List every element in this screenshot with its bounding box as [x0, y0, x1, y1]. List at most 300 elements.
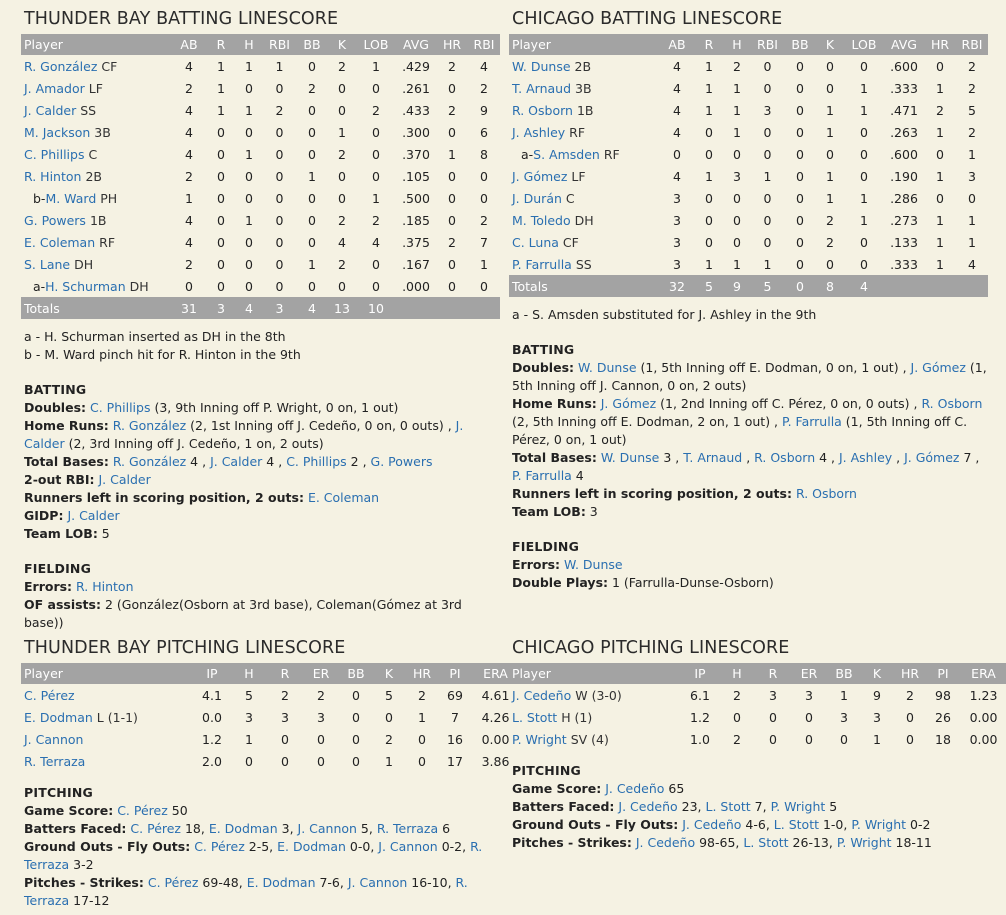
panel-title: CHICAGO PITCHING LINESCORE: [512, 638, 790, 658]
player-link[interactable]: R. Terraza: [24, 875, 468, 908]
stat-cell: 0: [906, 731, 914, 747]
column-header: Player: [509, 663, 681, 684]
player-position: CF: [562, 234, 579, 250]
stat-cell: 0: [733, 212, 741, 228]
stat-text: ,: [892, 450, 905, 465]
stat-text: 5: [825, 799, 838, 814]
pitching-table: [509, 663, 1006, 750]
player-cell: [509, 253, 659, 275]
player-link[interactable]: E. Dodman: [277, 839, 346, 854]
player-position: CF: [101, 58, 118, 74]
stat-cell: 0: [217, 146, 225, 162]
stat-text: (2, 5th Inning off E. Dodman, 2 on, 1 out) ,: [512, 414, 782, 429]
stat-cell: 1: [860, 102, 868, 118]
stat-cell: 1: [418, 709, 426, 725]
player-link[interactable]: J. Gómez: [512, 168, 568, 184]
stat-cell: 3: [840, 709, 848, 725]
player-link[interactable]: R. Osborn: [921, 396, 983, 411]
player-link[interactable]: R. Terraza: [376, 821, 439, 836]
stat-cell: 0: [308, 278, 316, 294]
section-heading: PITCHING: [24, 785, 93, 800]
stat-cell: 98: [935, 687, 951, 703]
stat-cell: 1.2: [690, 709, 710, 725]
player-row: [509, 209, 988, 231]
substitution-marker: a-: [521, 146, 534, 162]
stat-cell: 6.1: [690, 687, 710, 703]
player-link[interactable]: P. Farrulla: [512, 468, 572, 483]
player-link[interactable]: E. Dodman: [208, 821, 278, 836]
player-link[interactable]: R. Hinton: [76, 579, 134, 594]
stat-cell: 0: [673, 146, 681, 162]
stat-cell: 2: [968, 58, 976, 74]
stat-cell: 1: [448, 146, 456, 162]
player-link[interactable]: S. Lane: [24, 256, 71, 272]
stat-line: [512, 834, 988, 852]
player-link[interactable]: C. Pérez: [130, 821, 181, 836]
column-header: BB: [296, 34, 328, 55]
stat-cell: 0: [936, 58, 944, 74]
stat-cell: 2: [338, 146, 346, 162]
player-link[interactable]: L. Stott: [705, 799, 751, 814]
stat-cell: 0: [217, 234, 225, 250]
player-link[interactable]: J. Gómez: [600, 396, 657, 411]
substitution-notes: [509, 306, 988, 324]
stat-cell: 0: [245, 80, 253, 96]
stat-cell: .300: [402, 124, 430, 140]
player-link[interactable]: J. Calder: [24, 102, 77, 118]
stat-cell: 2: [733, 58, 741, 74]
stat-cell: 3: [245, 709, 253, 725]
player-row: [509, 143, 988, 165]
stat-cell: 2: [968, 80, 976, 96]
stat-cell: .286: [890, 190, 918, 206]
stat-line: [24, 453, 500, 471]
player-link[interactable]: J. Cannon: [347, 875, 408, 890]
stat-cell: 0: [338, 190, 346, 206]
panel-title: THUNDER BAY PITCHING LINESCORE: [24, 638, 346, 658]
stat-cell: 1.0: [690, 731, 710, 747]
thunder-bay-pitching-panel: [21, 637, 510, 910]
stat-text: 3,: [277, 821, 298, 836]
stat-cell: 2: [338, 256, 346, 272]
player-link[interactable]: G. Powers: [24, 212, 86, 228]
player-link[interactable]: W. Dunse: [512, 58, 571, 74]
stat-line: [24, 578, 500, 596]
stat-cell: 1: [826, 102, 834, 118]
stat-label: Batters Faced:: [512, 799, 615, 814]
player-link[interactable]: E. Dodman: [246, 875, 316, 890]
stat-cell: 4: [673, 124, 681, 140]
stat-cell: 1: [705, 168, 713, 184]
player-link[interactable]: J. Cedeño: [605, 781, 665, 796]
pitcher-link[interactable]: L. Stott: [512, 709, 558, 725]
player-link[interactable]: J. Calder: [67, 508, 120, 523]
stat-label: Ground Outs - Fly Outs:: [512, 817, 679, 832]
pitcher-cell: [21, 684, 193, 706]
pitcher-link[interactable]: J. Cannon: [24, 731, 84, 747]
stat-line: [24, 507, 500, 525]
stat-cell: .000: [402, 278, 430, 294]
player-link[interactable]: J. Cannon: [297, 821, 357, 836]
stat-cell: 0: [796, 124, 804, 140]
player-link[interactable]: J. Calder: [24, 418, 464, 451]
player-row: [509, 121, 988, 143]
player-row: [21, 275, 500, 297]
player-cell: [509, 121, 659, 143]
player-link[interactable]: L. Stott: [743, 835, 789, 850]
thunder-bay-batting-panel: [21, 8, 500, 632]
stat-line: [512, 449, 988, 485]
player-link[interactable]: C. Pérez: [147, 875, 199, 890]
pitcher-link[interactable]: C. Pérez: [24, 687, 75, 703]
stat-text: 1 (Farrulla-Dunse-Osborn): [608, 575, 774, 590]
player-link[interactable]: C. Pérez: [117, 803, 168, 818]
stat-cell: 0: [796, 234, 804, 250]
player-link[interactable]: J. Cannon: [378, 839, 438, 854]
player-link[interactable]: R. Osborn: [754, 450, 816, 465]
stat-cell: 9: [480, 102, 488, 118]
stat-cell: 0: [448, 190, 456, 206]
stat-cell: 0: [968, 190, 976, 206]
player-position: 1B: [576, 102, 594, 118]
stat-text: 4 ,: [262, 454, 287, 469]
column-header: Player: [21, 663, 193, 684]
column-header: ERA: [471, 663, 520, 684]
stat-cell: 0: [338, 102, 346, 118]
player-link[interactable]: J. Calder: [210, 454, 263, 469]
player-link[interactable]: G. Powers: [370, 454, 433, 469]
stat-label: Doubles:: [24, 400, 87, 415]
stat-cell: 0: [796, 80, 804, 96]
stat-label: Game Score:: [512, 781, 602, 796]
column-header: H: [719, 663, 755, 684]
column-header: ERA: [959, 663, 1006, 684]
player-link[interactable]: R. Osborn: [512, 102, 573, 118]
stat-text: 4 ,: [186, 454, 211, 469]
player-link[interactable]: C. Phillips: [90, 400, 151, 415]
totals-row: [509, 275, 988, 297]
stat-cell: .190: [890, 168, 918, 184]
stat-label: Pitches - Strikes:: [512, 835, 632, 850]
player-cell: [21, 121, 171, 143]
column-header: PI: [439, 663, 471, 684]
stat-cell: 4: [968, 256, 976, 272]
player-position: LF: [571, 168, 586, 184]
stat-text: 7,: [750, 799, 771, 814]
player-cell: [21, 55, 171, 77]
player-link[interactable]: R. González: [112, 454, 187, 469]
stat-text: 0-2: [906, 817, 931, 832]
substitution-marker: a-: [33, 278, 46, 294]
column-header: R: [755, 663, 791, 684]
totals-row: [21, 297, 500, 319]
stat-cell: 1: [245, 58, 253, 74]
player-position: DH: [129, 278, 149, 294]
stat-cell: 0: [217, 124, 225, 140]
stat-label: Doubles:: [512, 360, 575, 375]
player-link[interactable]: E. Coleman: [24, 234, 96, 250]
stat-cell: 0: [372, 278, 380, 294]
stat-cell: 5: [245, 687, 253, 703]
stat-text: 3 ,: [659, 450, 684, 465]
totals-cell: [884, 275, 924, 297]
player-link[interactable]: P. Wright: [770, 799, 826, 814]
stat-text: 4 ,: [815, 450, 839, 465]
stat-line: [24, 525, 500, 543]
stat-cell: 1: [936, 168, 944, 184]
stat-cell: 0: [418, 731, 426, 747]
stat-cell: 0: [217, 168, 225, 184]
stat-text: (1, 5th Inning off J. Cannon, 0 on, 2 outs): [512, 360, 987, 393]
stat-label: Home Runs:: [24, 418, 109, 433]
player-link[interactable]: J. Ashley: [838, 450, 893, 465]
player-link[interactable]: M. Ward: [45, 190, 97, 206]
totals-cell: 4: [296, 297, 328, 319]
stat-cell: 1: [245, 146, 253, 162]
column-header: BB: [827, 663, 861, 684]
stat-cell: 0: [448, 256, 456, 272]
pitcher-link[interactable]: E. Dodman: [24, 709, 93, 725]
stat-cell: 0: [275, 146, 284, 162]
stat-cell: 0: [245, 753, 253, 769]
stat-cell: 0: [763, 80, 772, 96]
note-line: a - H. Schurman inserted as DH in the 8th: [24, 329, 286, 344]
stat-cell: 0.00: [969, 709, 998, 725]
stat-cell: 0: [796, 190, 804, 206]
stat-cell: .261: [402, 80, 430, 96]
stat-cell: 4: [673, 102, 681, 118]
column-header: R: [267, 663, 303, 684]
stat-cell: 0: [805, 709, 813, 725]
player-link[interactable]: P. Wright: [851, 817, 907, 832]
player-link[interactable]: P. Farrulla: [782, 414, 842, 429]
pitcher-link[interactable]: J. Cedeño: [512, 687, 572, 703]
stat-cell: 0: [733, 190, 741, 206]
stat-cell: 1: [372, 58, 380, 74]
player-link[interactable]: J. Gómez: [904, 450, 960, 465]
stat-cell: 0: [448, 168, 456, 184]
stat-text: 2-5,: [244, 839, 278, 854]
stat-cell: 1.2: [202, 731, 222, 747]
player-row: [509, 231, 988, 253]
stat-cell: 1: [705, 102, 713, 118]
stat-cell: 1: [385, 753, 393, 769]
stat-cell: 0: [275, 168, 284, 184]
note-line: b - M. Ward pinch hit for R. Hinton in the 9th: [24, 347, 301, 362]
chicago-batting-panel: [509, 8, 988, 592]
stat-cell: 2: [185, 80, 193, 96]
player-link[interactable]: P. Farrulla: [512, 256, 572, 272]
player-link[interactable]: J. Gómez: [910, 360, 966, 375]
stat-cell: 1: [860, 212, 868, 228]
player-cell: [509, 55, 659, 77]
player-row: [509, 55, 988, 77]
totals-label: Totals: [509, 275, 659, 297]
pitcher-link[interactable]: P. Wright: [512, 731, 567, 747]
player-link[interactable]: R. Osborn: [795, 486, 857, 501]
stat-line: [24, 596, 500, 632]
stat-label: 2-out RBI:: [24, 472, 95, 487]
stat-cell: 3: [317, 709, 325, 725]
totals-cell: 9: [723, 275, 751, 297]
stat-cell: 0: [860, 124, 868, 140]
stat-cell: 0: [372, 80, 380, 96]
player-row: [21, 77, 500, 99]
stat-label: Total Bases:: [512, 450, 597, 465]
player-link[interactable]: T. Arnaud: [512, 80, 572, 96]
fielding-section: [21, 560, 500, 632]
player-link[interactable]: C. Phillips: [286, 454, 347, 469]
player-link[interactable]: W. Dunse: [600, 450, 660, 465]
player-link[interactable]: C. Luna: [512, 234, 559, 250]
player-link[interactable]: L. Stott: [773, 817, 819, 832]
player-link[interactable]: P. Wright: [836, 835, 892, 850]
stat-cell: 0: [217, 212, 225, 228]
player-link[interactable]: J. Cedeño: [682, 817, 742, 832]
player-cell: [509, 231, 659, 253]
pitcher-cell: [21, 750, 193, 772]
stat-cell: 2: [308, 80, 316, 96]
stat-cell: 0: [448, 124, 456, 140]
player-row: [21, 231, 500, 253]
player-cell: [509, 165, 659, 187]
stat-cell: 69: [447, 687, 463, 703]
stat-text: 50: [167, 803, 188, 818]
player-link[interactable]: E. Coleman: [307, 490, 380, 505]
stat-cell: 0: [480, 168, 488, 184]
player-link[interactable]: C. Pérez: [194, 839, 245, 854]
stat-cell: 0: [906, 709, 914, 725]
player-link[interactable]: H. Schurman: [45, 278, 126, 294]
stat-cell: 0: [826, 146, 834, 162]
player-position: C: [565, 190, 575, 206]
totals-cell: 13: [328, 297, 356, 319]
player-link[interactable]: J. Cedeño: [635, 835, 696, 850]
stat-cell: 0: [763, 234, 772, 250]
stat-cell: 4.61: [481, 687, 510, 703]
player-link[interactable]: R. González: [112, 418, 187, 433]
stat-line: [24, 838, 500, 874]
stat-label: Home Runs:: [512, 396, 597, 411]
column-header: IP: [193, 663, 231, 684]
stat-cell: 3: [763, 102, 772, 118]
stat-cell: 1: [185, 190, 193, 206]
stat-cell: 1: [308, 168, 316, 184]
pitcher-row: [21, 750, 520, 772]
stat-cell: 1: [840, 687, 848, 703]
stat-cell: 3: [281, 709, 289, 725]
pitcher-decision: W (3-0): [575, 687, 622, 703]
player-link[interactable]: T. Arnaud: [683, 450, 743, 465]
player-cell: [21, 99, 171, 121]
stat-text: 7 ,: [959, 450, 980, 465]
stat-cell: 4: [185, 234, 193, 250]
player-link[interactable]: J. Amador: [24, 80, 85, 96]
stat-cell: 4: [185, 124, 193, 140]
stat-cell: 0: [705, 190, 713, 206]
stat-cell: 0: [733, 709, 741, 725]
stat-cell: 0: [275, 212, 284, 228]
column-header: K: [816, 34, 844, 55]
player-link[interactable]: M. Toledo: [512, 212, 571, 228]
stat-cell: 3: [769, 687, 777, 703]
player-cell: [21, 253, 171, 275]
totals-cell: 31: [171, 297, 207, 319]
player-link[interactable]: S. Amsden: [533, 146, 600, 162]
stat-cell: 0: [733, 146, 741, 162]
stat-cell: 1: [245, 102, 253, 118]
totals-cell: 4: [844, 275, 884, 297]
stat-cell: 0: [936, 146, 944, 162]
player-link[interactable]: J. Cedeño: [618, 799, 678, 814]
player-link[interactable]: M. Jackson: [24, 124, 91, 140]
stat-text: 65: [664, 781, 685, 796]
stat-cell: 0: [352, 709, 360, 725]
player-link[interactable]: W. Dunse: [578, 360, 637, 375]
stat-cell: 0: [705, 212, 713, 228]
batting-section: [21, 381, 500, 543]
stat-cell: 0: [936, 190, 944, 206]
player-link[interactable]: J. Ashley: [512, 124, 566, 140]
stat-cell: 1: [968, 146, 976, 162]
column-header: HR: [893, 663, 927, 684]
stat-cell: 2.0: [202, 753, 222, 769]
stat-cell: 2: [418, 687, 426, 703]
stat-cell: 2: [968, 124, 976, 140]
player-position: DH: [74, 256, 94, 272]
column-header: LOB: [356, 34, 396, 55]
stat-cell: 5: [968, 102, 976, 118]
player-cell: [21, 143, 171, 165]
player-link[interactable]: W. Dunse: [564, 557, 623, 572]
player-link[interactable]: C. Phillips: [24, 146, 85, 162]
stat-cell: 0: [840, 731, 848, 747]
stat-cell: 0: [418, 753, 426, 769]
stat-cell: .105: [402, 168, 430, 184]
stat-label: Batters Faced:: [24, 821, 127, 836]
stat-cell: 1: [826, 168, 834, 184]
stat-label: Pitches - Strikes:: [24, 875, 144, 890]
player-link[interactable]: J. Durán: [512, 190, 562, 206]
totals-cell: 8: [816, 275, 844, 297]
stat-cell: 26: [935, 709, 951, 725]
totals-cell: [924, 275, 956, 297]
stat-cell: 0: [352, 731, 360, 747]
stat-cell: 0: [763, 212, 772, 228]
player-link[interactable]: J. Calder: [98, 472, 151, 487]
player-link[interactable]: R. Hinton: [24, 168, 82, 184]
stat-line: [24, 874, 500, 910]
stat-cell: .500: [402, 190, 430, 206]
stat-line: [512, 503, 988, 521]
stat-cell: 0.0: [202, 709, 222, 725]
stat-cell: .429: [402, 58, 430, 74]
stat-cell: .471: [890, 102, 918, 118]
stat-line: [512, 816, 988, 834]
stat-cell: 2: [281, 687, 289, 703]
player-link[interactable]: R. González: [24, 58, 98, 74]
stat-cell: 0: [275, 256, 284, 272]
player-link[interactable]: R. Terraza: [24, 839, 483, 872]
stat-cell: 16: [447, 731, 463, 747]
section-heading: BATTING: [24, 382, 87, 397]
section-heading: PITCHING: [512, 763, 581, 778]
pitcher-link[interactable]: R. Terraza: [24, 753, 86, 769]
stat-cell: 1: [217, 102, 225, 118]
totals-cell: 3: [263, 297, 296, 319]
pitcher-cell: [21, 706, 193, 728]
player-position: RF: [569, 124, 586, 140]
